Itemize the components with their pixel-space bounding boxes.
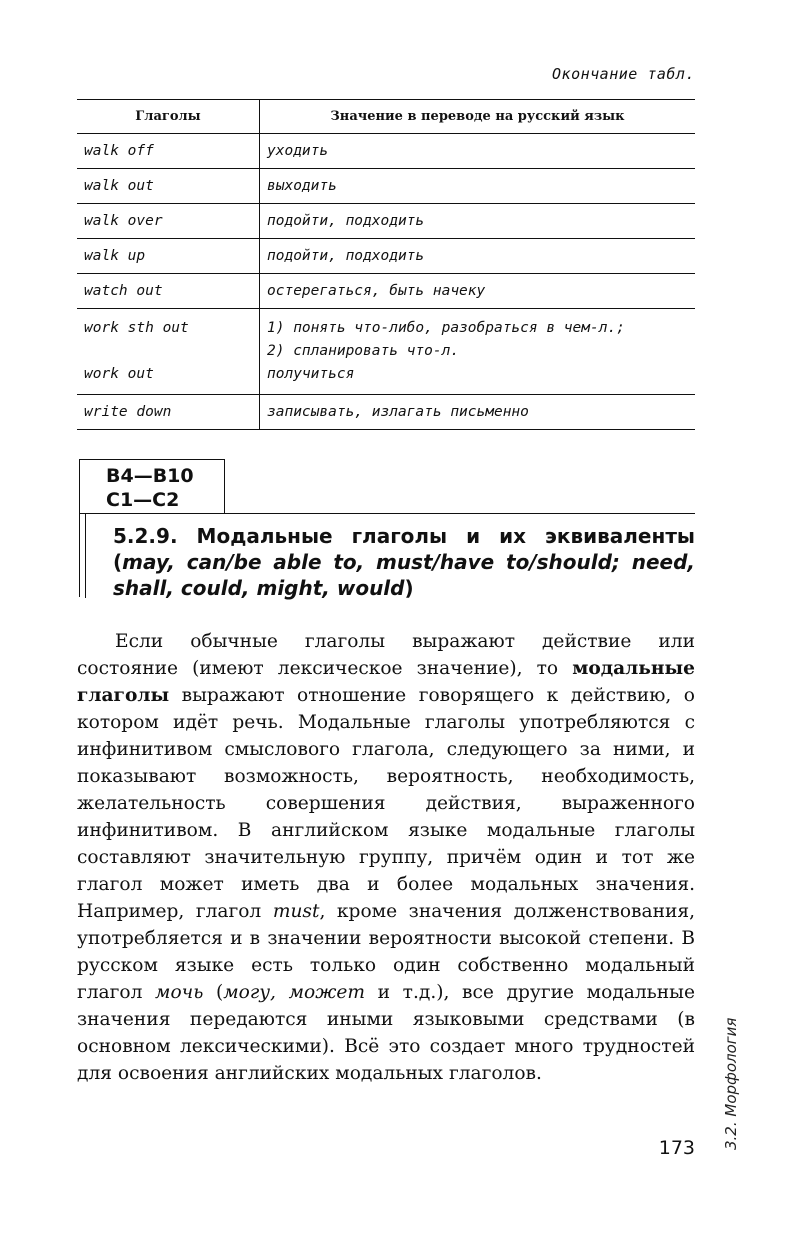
meaning-cell: выходить [260, 169, 696, 204]
verb-line: work out [84, 366, 154, 382]
table-row [77, 204, 695, 239]
header-meaning: Значение в переводе на русский язык [260, 100, 696, 134]
meaning-cell: уходить [260, 134, 696, 169]
close-paren: ) [404, 576, 414, 600]
verb-cell: walk out [77, 169, 260, 204]
bold-term: модальные глаголы [77, 658, 695, 706]
meaning-line: 2) спланировать что-л. [267, 343, 460, 359]
body-text [77, 628, 695, 1087]
meaning-cell: подойти, подходить [260, 239, 696, 274]
table-row [77, 274, 695, 309]
paragraph [77, 628, 695, 1087]
section-heading [113, 523, 695, 601]
table-row [77, 134, 695, 169]
meaning-cell [260, 309, 696, 395]
text-run: Если обычные глаголы выражают действие или состояние (имеют лексическое значение), то [77, 631, 695, 679]
meaning-line: 1) понять что-либо, разобраться в чем-л.; [267, 320, 625, 336]
exam-codes-box [79, 459, 225, 513]
verbs-table [77, 99, 695, 430]
verb-line-spacer [84, 340, 259, 363]
frame-line [85, 514, 86, 598]
italic-term: могу, может [223, 982, 365, 1003]
table-header-row [77, 100, 695, 134]
verb-cell: walk up [77, 239, 260, 274]
table-row [77, 309, 695, 395]
open-paren: ( [113, 550, 123, 574]
verb-line: work sth out [84, 320, 189, 336]
exam-code: С1—С2 [106, 489, 180, 511]
section-number: 5.2.9. [113, 524, 178, 548]
header-verbs: Глаголы [77, 100, 260, 134]
table-row [77, 395, 695, 430]
italic-term: мочь [155, 982, 204, 1003]
italic-term: must [272, 901, 320, 922]
verb-cell: write down [77, 395, 260, 430]
verb-cell: walk over [77, 204, 260, 239]
exam-code: В4—В10 [106, 465, 194, 487]
meaning-cell: остерегаться, быть начеку [260, 274, 696, 309]
meaning-cell: подойти, подходить [260, 204, 696, 239]
text-run: и т.д.), все другие модальные значения передаются иными языковыми средствами (в основном лексическими). Всё это создает много трудностей для освоения английских модальных глаголов. [77, 982, 695, 1084]
section-title: Модальные глаголы и их эквиваленты [196, 524, 695, 548]
meaning-line: получиться [267, 366, 355, 382]
table-row [77, 239, 695, 274]
table-caption: Окончание табл. [552, 65, 695, 83]
side-section-label: 3.2. Морфология [722, 1017, 740, 1150]
section-examples: may, can/be able to, must/have to/should; need, shall, could, might, would [113, 550, 695, 600]
text-run: , кроме значения долженствования, употребляется и в значении вероятности высокой степени. В русском языке есть только один собственно модальный глагол [77, 901, 695, 1003]
table-row [77, 169, 695, 204]
text-run: выражают отношение говорящего к действию, о котором идёт речь. Модальные глаголы употребляются с инфинитивом смыслового глагола, следующего за ними, и показывают возможность, вероятность, необходимость, желательность совершения действия, выраженного инфинитивом. В английском языке модальные глаголы составляют значительную группу, причём один и тот же глагол может иметь два и более модальных значения. Например, глагол [77, 685, 695, 922]
verb-cell [77, 309, 260, 395]
text-run: ( [203, 982, 224, 1003]
verb-cell: walk off [77, 134, 260, 169]
page-number: 173 [658, 1137, 695, 1159]
meaning-cell: записывать, излагать письменно [260, 395, 696, 430]
verb-cell: watch out [77, 274, 260, 309]
